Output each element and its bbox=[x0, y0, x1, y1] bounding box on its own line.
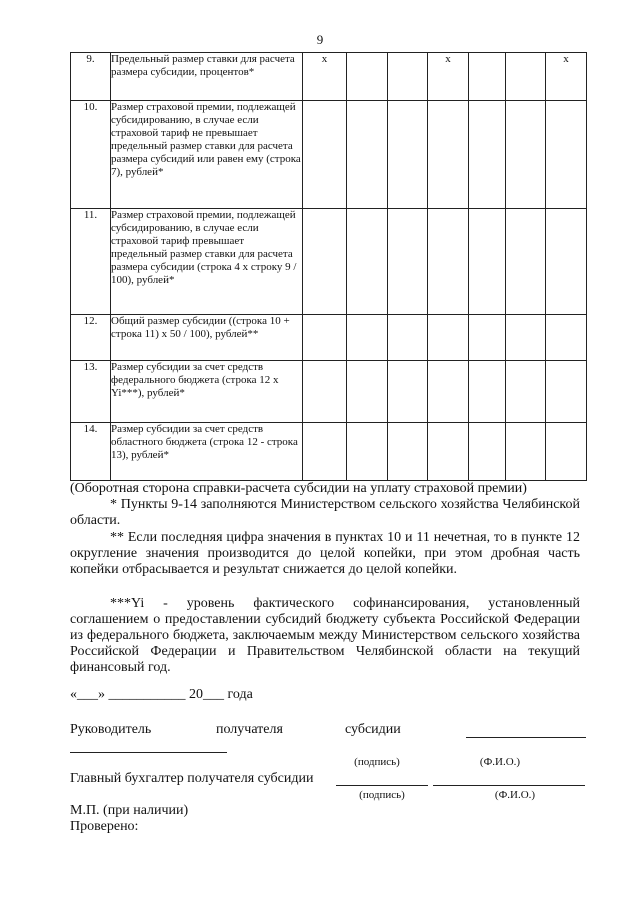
table-cell bbox=[506, 53, 546, 101]
checked-label: Проверено: bbox=[70, 819, 139, 834]
row-label: Предельный размер ставки для расчета размера субсидии, процентов* bbox=[111, 53, 303, 101]
head-label-2: получателя bbox=[216, 722, 283, 737]
table-cell bbox=[388, 423, 428, 481]
table-cell bbox=[546, 209, 587, 315]
row-label: Размер страховой премии, подлежащей субсидированию, в случае если страховой тариф превышает предельный размер ставки для расчета размера субсидии (строка 4 х строку 9 / 100), рублей* bbox=[111, 209, 303, 315]
footnote-1: * Пункты 9-14 заполняются Министерством сельского хозяйства Челябинской области. bbox=[70, 497, 580, 528]
accountant-signature-line bbox=[336, 785, 428, 786]
head-label-3: субсидии bbox=[345, 722, 401, 737]
table-cell bbox=[303, 423, 347, 481]
table-cell bbox=[347, 315, 388, 361]
table-cell bbox=[469, 53, 506, 101]
row-label: Общий размер субсидии ((строка 10 + строка 11) х 50 / 100), рублей** bbox=[111, 315, 303, 361]
table-cell bbox=[388, 315, 428, 361]
table-cell bbox=[303, 361, 347, 423]
table-row bbox=[71, 423, 587, 481]
row-label: Размер страховой премии, подлежащей субсидированию, в случае если страховой тариф не превышает предельный размер ставки для расчета размера субсидий или равен ему (строка 7), рублей* bbox=[111, 101, 303, 209]
table-cell: x bbox=[546, 53, 587, 101]
table-cell bbox=[469, 361, 506, 423]
table-row bbox=[71, 361, 587, 423]
row-label: Размер субсидии за счет средств областного бюджета (строка 12 - строка 13), рублей* bbox=[111, 423, 303, 481]
footnote-3: ***Yi - уровень фактического софинансирования, установленный соглашением о предоставлении субсидий бюджету субъекта Российской Федерации из федерального бюджета, заключаемым между Министерством сельского хозяйства Российской Федерации и Правительством Челябинской области на текущий финансовый год. bbox=[70, 596, 580, 675]
table-cell bbox=[347, 101, 388, 209]
table-cell bbox=[546, 315, 587, 361]
table-cell bbox=[546, 361, 587, 423]
table-cell bbox=[546, 101, 587, 209]
table-cell bbox=[347, 53, 388, 101]
signature-caption: (подпись) bbox=[354, 756, 400, 768]
table-cell bbox=[506, 209, 546, 315]
table-cell bbox=[303, 209, 347, 315]
table-cell bbox=[428, 361, 469, 423]
table-cell bbox=[347, 209, 388, 315]
table-cell bbox=[428, 101, 469, 209]
table-row bbox=[71, 315, 587, 361]
table-cell bbox=[428, 209, 469, 315]
page-number: 9 bbox=[316, 32, 324, 47]
table-caption: (Оборотная сторона справки-расчета субсидии на уплату страховой премии) bbox=[70, 481, 527, 496]
row-number: 14. bbox=[71, 423, 111, 481]
table-cell bbox=[546, 423, 587, 481]
row-label: Размер субсидии за счет средств федерального бюджета (строка 12 х Yi***), рублей* bbox=[111, 361, 303, 423]
table-cell bbox=[347, 361, 388, 423]
table-cell bbox=[506, 361, 546, 423]
footnote-2: ** Если последняя цифра значения в пунктах 10 и 11 нечетная, то в пункте 12 округление значения производится до целой копейки, при этом дробная часть копейки отбрасывается и результат снижается до целой копейки. bbox=[70, 530, 580, 577]
table-cell bbox=[506, 101, 546, 209]
table-cell: x bbox=[428, 53, 469, 101]
subsidy-calculation-table bbox=[70, 52, 587, 481]
table-cell: x bbox=[303, 53, 347, 101]
row-number: 9. bbox=[71, 53, 111, 101]
table-cell bbox=[388, 209, 428, 315]
accountant-name-line bbox=[433, 785, 585, 786]
accountant-label: Главный бухгалтер получателя субсидии bbox=[70, 771, 314, 786]
table-cell bbox=[303, 101, 347, 209]
table-cell bbox=[388, 101, 428, 209]
row-number: 12. bbox=[71, 315, 111, 361]
table-cell bbox=[506, 423, 546, 481]
table-cell bbox=[428, 423, 469, 481]
accountant-signature-caption: (подпись) bbox=[359, 789, 405, 801]
table-cell bbox=[303, 315, 347, 361]
table-row bbox=[71, 101, 587, 209]
row-number: 10. bbox=[71, 101, 111, 209]
row-number: 13. bbox=[71, 361, 111, 423]
name-caption: (Ф.И.О.) bbox=[479, 756, 521, 768]
stamp-note: М.П. (при наличии) bbox=[70, 803, 189, 818]
table-cell bbox=[506, 315, 546, 361]
table-cell bbox=[388, 361, 428, 423]
head-label-1: Руководитель bbox=[70, 722, 152, 737]
row-number: 11. bbox=[71, 209, 111, 315]
table-cell bbox=[428, 315, 469, 361]
head-name-line bbox=[70, 752, 227, 753]
accountant-name-caption: (Ф.И.О.) bbox=[494, 789, 536, 801]
head-signature-line bbox=[466, 737, 586, 738]
table-row bbox=[71, 209, 587, 315]
table-cell bbox=[469, 315, 506, 361]
table-row bbox=[71, 53, 587, 101]
table-cell bbox=[347, 423, 388, 481]
table-cell bbox=[388, 53, 428, 101]
table-cell bbox=[469, 209, 506, 315]
date-line: «___» ___________ 20___ года bbox=[70, 687, 253, 702]
table-cell bbox=[469, 423, 506, 481]
table-cell bbox=[469, 101, 506, 209]
